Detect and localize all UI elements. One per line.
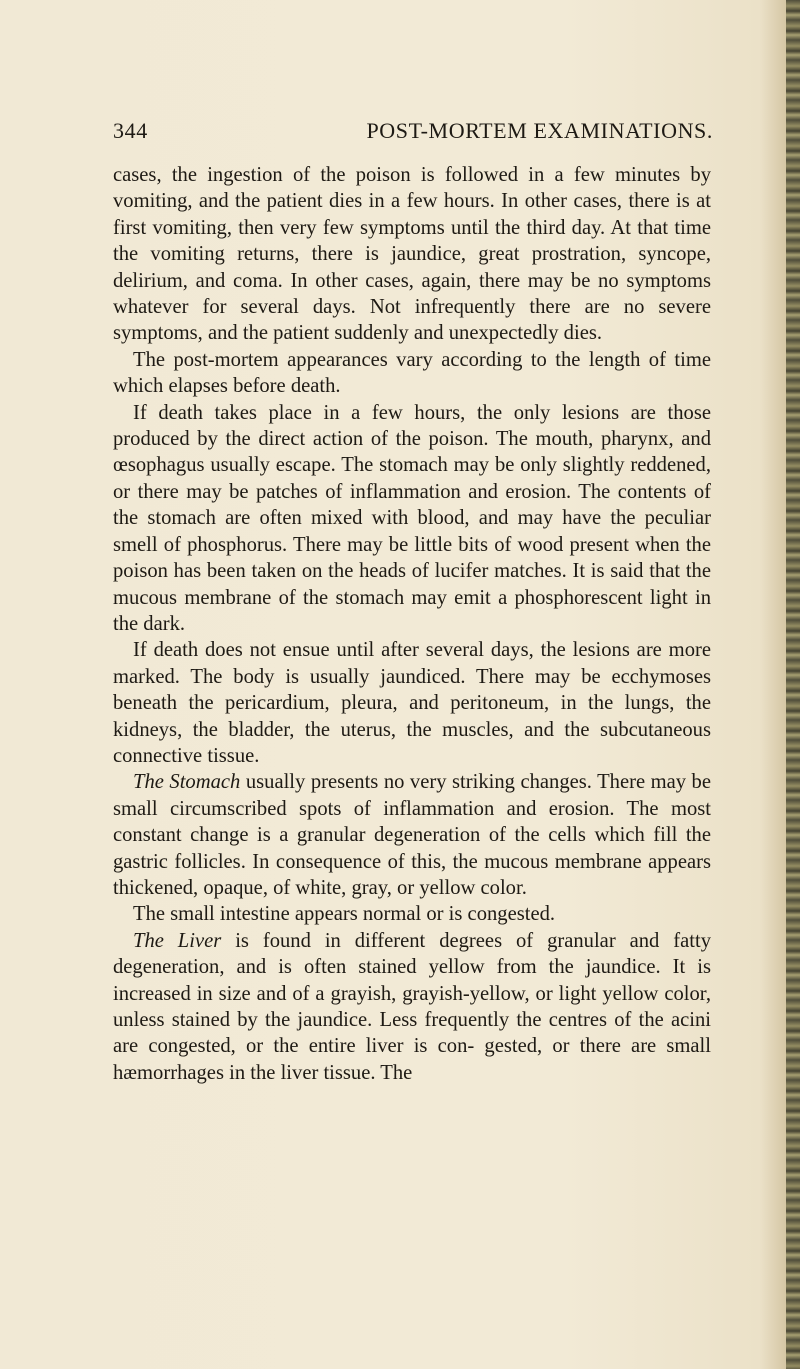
paragraph-5-text: usually presents no very striking changes. There may be small circumscribed spots of inflammation and erosion. The most constant change is a granular degeneration of the cells which fill the gastric follicles. In consequence of this, the mucous membrane appears thickened, opaque, of white, gray, or yellow color. (113, 771, 711, 899)
paragraph-4: If death does not ensue until after several days, the lesions are more marked. The body is usually jaundiced. There may be ecchymoses beneath the pericardium, pleura, and peritoneum, in the lungs, the kidneys, the bladder, the uterus, the muscles, and the subcutaneous connective tissue. (113, 639, 711, 767)
paragraph-7 (113, 928, 711, 1086)
body-text (113, 162, 711, 1086)
page-number: 344 (113, 118, 148, 143)
running-head (113, 118, 713, 150)
paragraph-2: The post-mortem appearances vary according to the length of time which elapses before death. (113, 348, 711, 398)
stomach-heading: The Stomach (133, 771, 241, 794)
liver-heading: The Liver (133, 929, 222, 952)
paragraph-7-text: is found in different degrees of granular and fatty degeneration, and is often stained yellow from the jaundice. It is increased in size and of a grayish, grayish-yellow, or light yellow color, unless stained by the jaundice. Less frequently the centres of the acini are congested, or the entire liver is con- gested, or there are small hæmorrhages in the liver tissue. The (113, 929, 711, 1084)
paragraph-1: cases, the ingestion of the poison is followed in a few minutes by vomiting, and the patient dies in a few hours. In other cases, there is at first vomiting, then very few symptoms until the third day. At that time the vomiting returns, there is jaundice, great prostration, syncope, delirium, and coma. In other cases, again, there may be no symptoms whatever for several days. Not infrequently there are no severe symptoms, and the patient suddenly and unexpectedly dies. (113, 164, 711, 345)
paragraph-5 (113, 769, 711, 901)
paragraph-6: The small intestine appears normal or is congested. (133, 903, 556, 926)
paragraph-3: If death takes place in a few hours, the only lesions are those produced by the direct action of the poison. The mouth, pharynx, and œsophagus usually escape. The stomach may be only slightly reddened, or there may be patches of inflammation and erosion. The contents of the stomach are often mixed with blood, and may have the peculiar smell of phosphorus. There may be little bits of wood present when the poison has been taken on the heads of lucifer matches. It is said that the mucous membrane of the stomach may emit a phosphorescent light in the dark. (113, 401, 711, 635)
page-title: POST-MORTEM EXAMINATIONS. (366, 118, 713, 143)
page-edge (786, 0, 800, 1369)
